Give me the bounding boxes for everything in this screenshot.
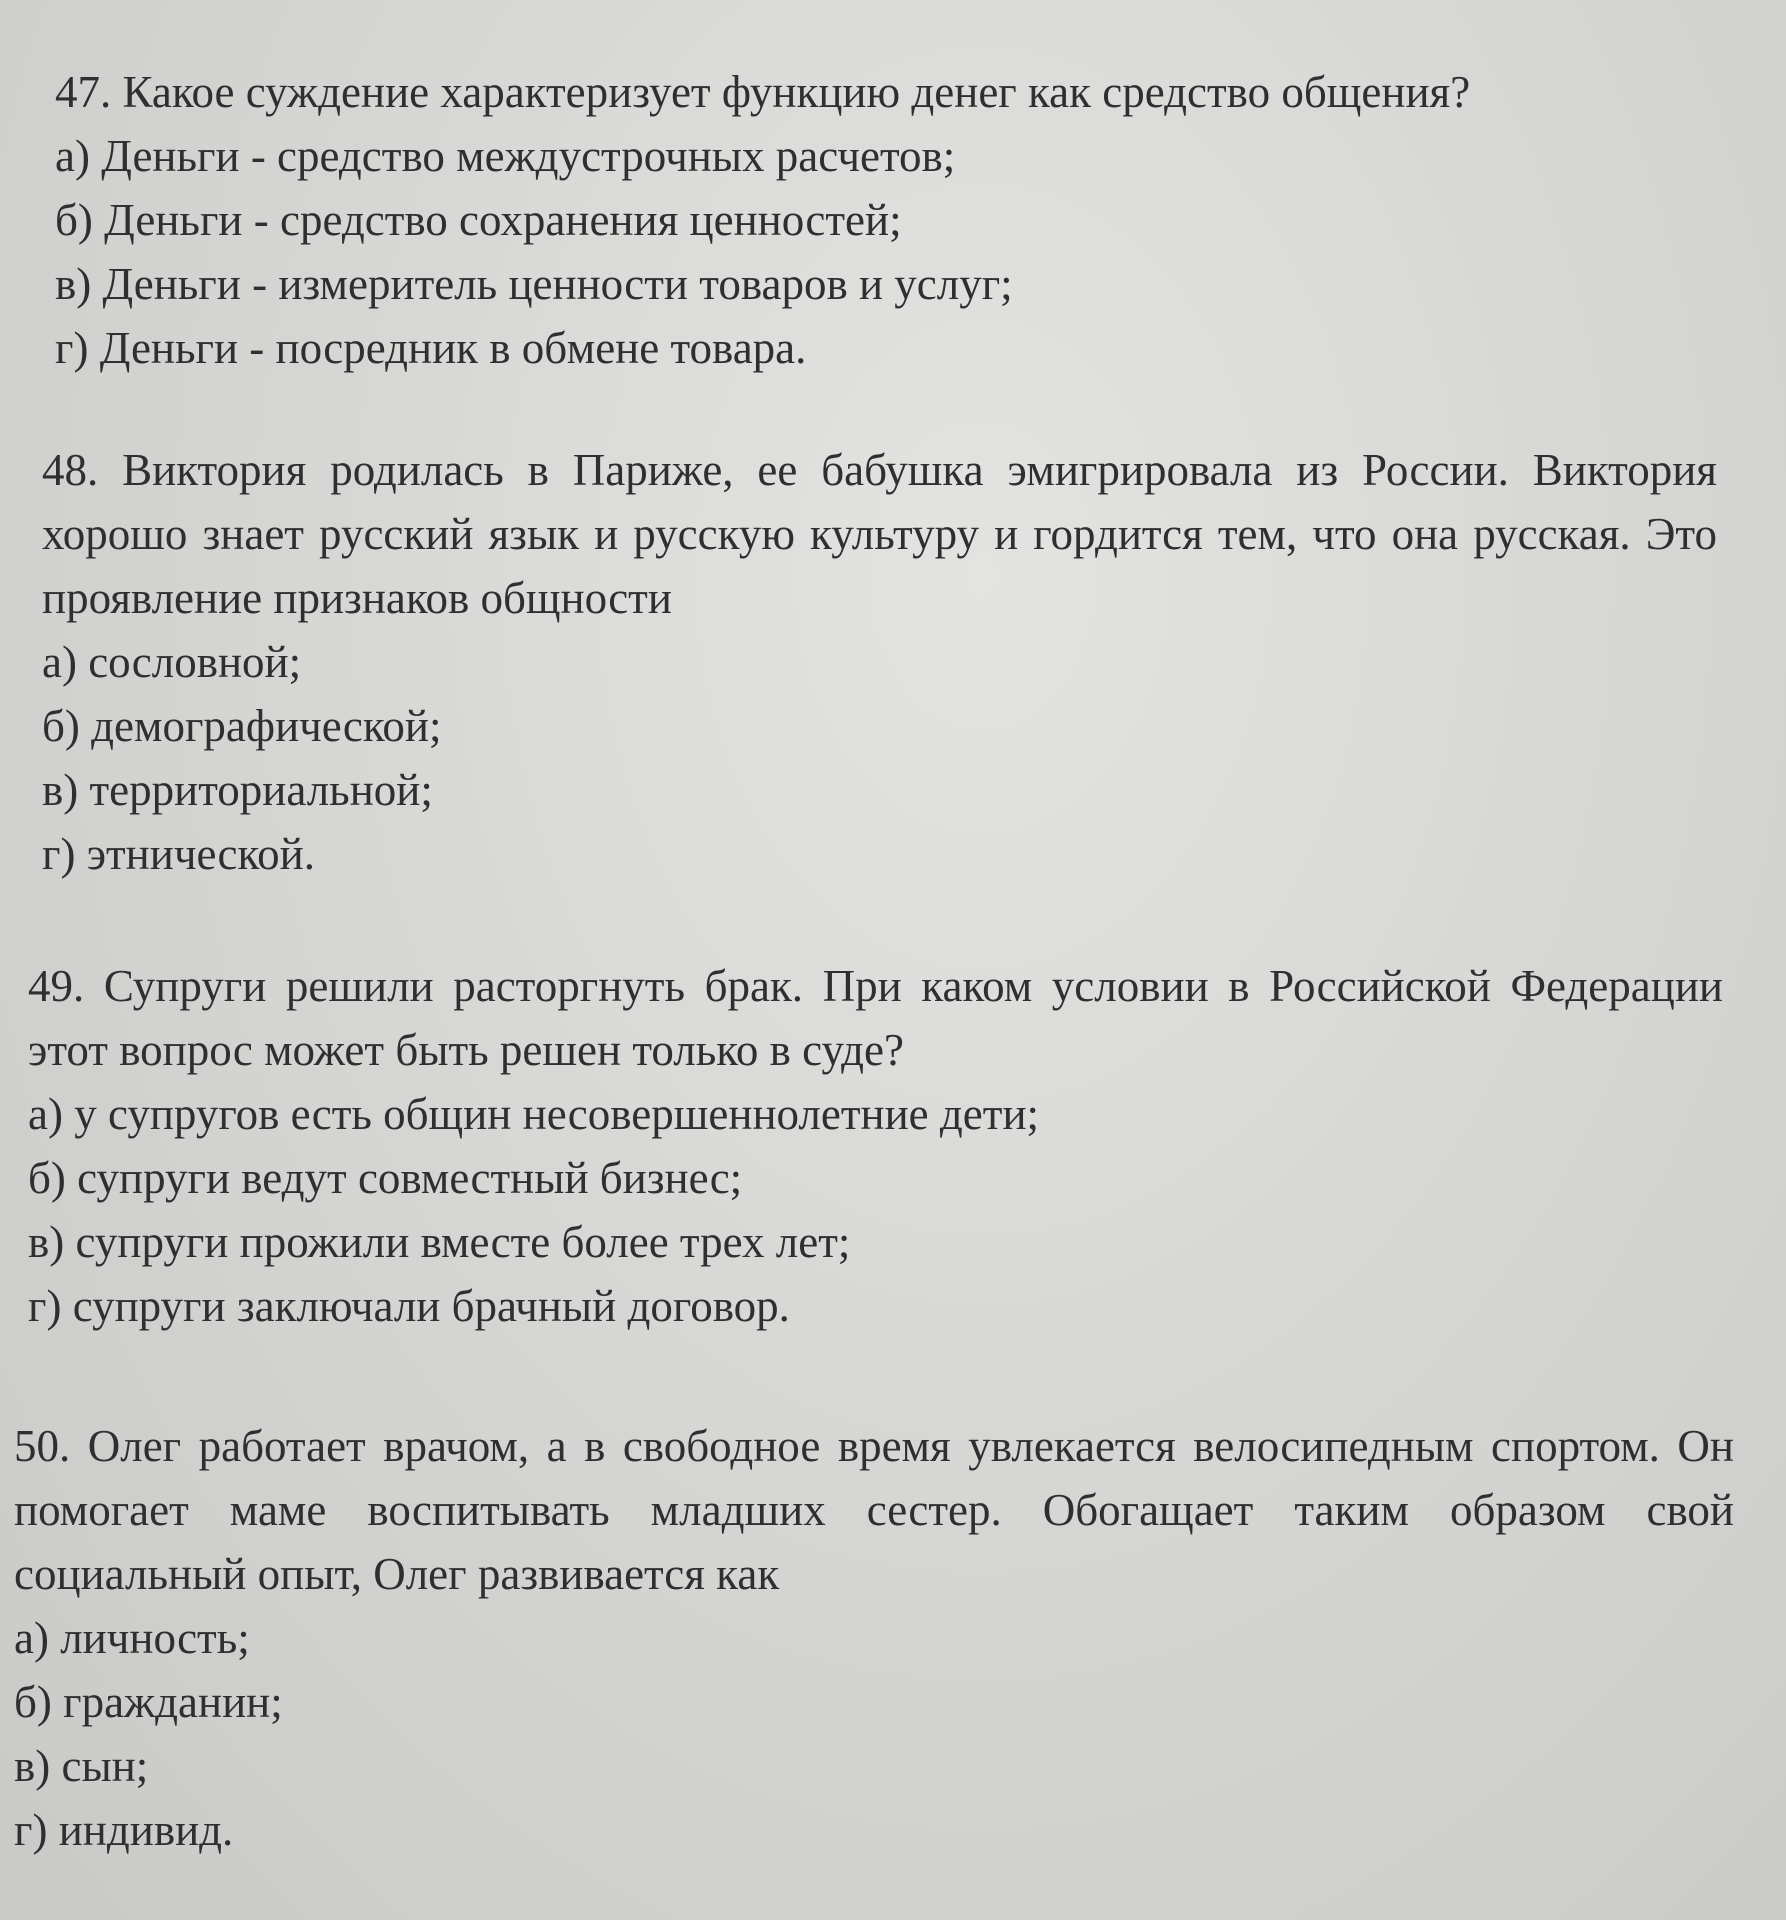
question-50: [14, 1414, 1734, 1862]
question-49-option-a: а) у супругов есть общин несовершеннолетние дети;: [28, 1089, 1040, 1139]
question-47-option-c: в) Деньги - измеритель ценности товаров и услуг;: [55, 259, 1013, 309]
question-49-text: 49. Супруги решили расторгнуть брак. При каком условии в Российской Федерации этот вопрос может быть решен только в суде?: [28, 961, 1723, 1075]
question-47-option-b: б) Деньги - средство сохранения ценностей;: [55, 195, 902, 245]
question-49-option-c: в) супруги прожили вместе более трех лет;: [28, 1217, 851, 1267]
question-48-text: 48. Виктория родилась в Париже, ее бабушка эмигрировала из России. Виктория хорошо знает русский язык и русскую культуру и гордится тем, что она русская. Это проявление признаков общности: [42, 445, 1717, 623]
question-50-text: 50. Олег работает врачом, а в свободное время увлекается велосипедным спортом. Он помогает маме воспитывать младших сестер. Обогащает таким образом свой социальный опыт, Олег развивается как: [14, 1421, 1734, 1599]
question-47-option-a: а) Деньги - средство междустрочных расчетов;: [55, 131, 956, 181]
question-50-option-c: в) сын;: [14, 1741, 149, 1791]
question-50-option-a: а) личность;: [14, 1613, 250, 1663]
question-48-option-b: б) демографической;: [42, 701, 442, 751]
question-47-option-d: г) Деньги - посредник в обмене товара.: [55, 323, 807, 373]
question-50-option-b: б) гражданин;: [14, 1677, 283, 1727]
question-47-text: 47. Какое суждение характеризует функцию денег как средство общения?: [55, 67, 1471, 117]
question-49-option-b: б) супруги ведут совместный бизнес;: [28, 1153, 743, 1203]
question-48-option-d: г) этнической.: [42, 829, 315, 879]
question-48: [42, 438, 1717, 886]
question-49-option-d: г) супруги заключали брачный договор.: [28, 1281, 790, 1331]
question-50-option-d: г) индивид.: [14, 1805, 234, 1855]
question-48-option-a: а) сословной;: [42, 637, 302, 687]
question-47: [55, 60, 1695, 380]
question-48-option-c: в) территориальной;: [42, 765, 433, 815]
question-49: [28, 954, 1723, 1338]
